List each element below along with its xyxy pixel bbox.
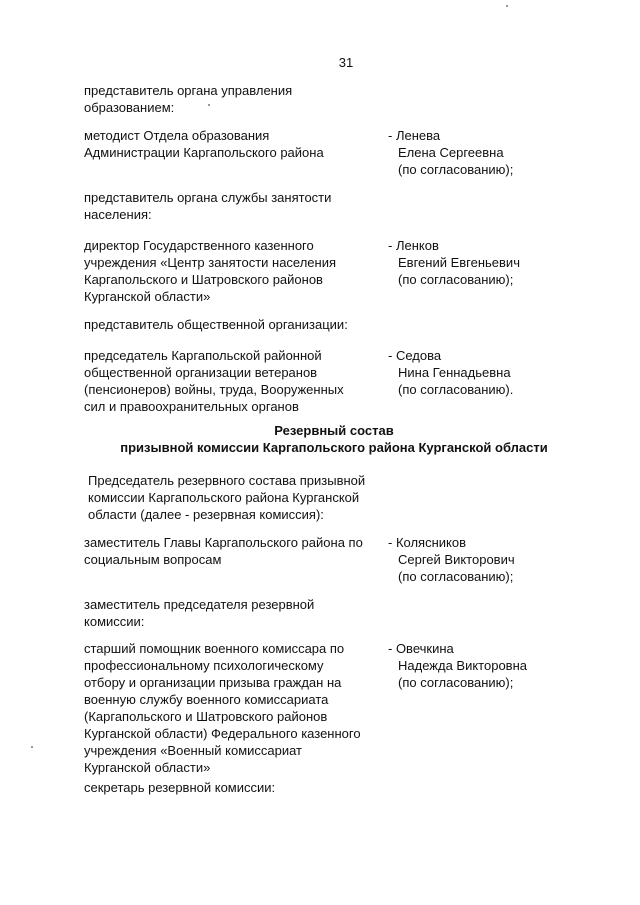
member-name: - Колясников Сергей Викторович (по согласованию); [388, 535, 515, 584]
member-name: - Седова Нина Геннадьевна (по согласованию). [388, 348, 514, 397]
member-position: председатель Каргапольской районной общественной организации ветеранов (пенсионеров) войны, труда, Вооруженных сил и правоохранительных органов [84, 348, 344, 414]
section-label: заместитель председателя резервной комиссии: [84, 597, 315, 629]
member-position: методист Отдела образования Администрации Каргапольского района [84, 128, 324, 160]
section-label: представитель общественной организации: [84, 317, 348, 332]
section-label: представитель органа службы занятости населения: [84, 190, 332, 222]
member-name: - Ленков Евгений Евгеньевич (по согласованию); [388, 238, 520, 287]
member-position: заместитель Главы Каргапольского района по социальным вопросам [84, 535, 363, 567]
member-name: - Ленева Елена Сергеевна (по согласованию); [388, 128, 514, 177]
member-position: старший помощник военного комиссара по профессиональному психологическому отбору и организации призыва граждан на военную службу военного комиссариата (Каргапольского и Шатровского районов Курганской области) Федерального казенного учреждения «Военный комиссариат Курганской области» [84, 641, 361, 775]
page-number: 31 [338, 55, 354, 70]
section-label: представитель органа управления образованием: [84, 83, 293, 115]
section-heading: Резервный состав призывной комиссии Каргапольского района Курганской области [120, 423, 548, 455]
scan-speck [208, 104, 210, 106]
section-label: Председатель резервного состава призывной комиссии Каргапольского района Курганской области (далее - резервная комиссия): [88, 473, 366, 522]
scan-speck [506, 5, 508, 7]
scan-speck [31, 746, 33, 748]
member-name: - Овечкина Надежда Викторовна (по согласованию); [388, 641, 527, 690]
member-position: директор Государственного казенного учреждения «Центр занятости населения Каргапольского и Шатровского районов Курганской области» [84, 238, 337, 304]
section-label: секретарь резервной комиссии: [84, 780, 276, 795]
